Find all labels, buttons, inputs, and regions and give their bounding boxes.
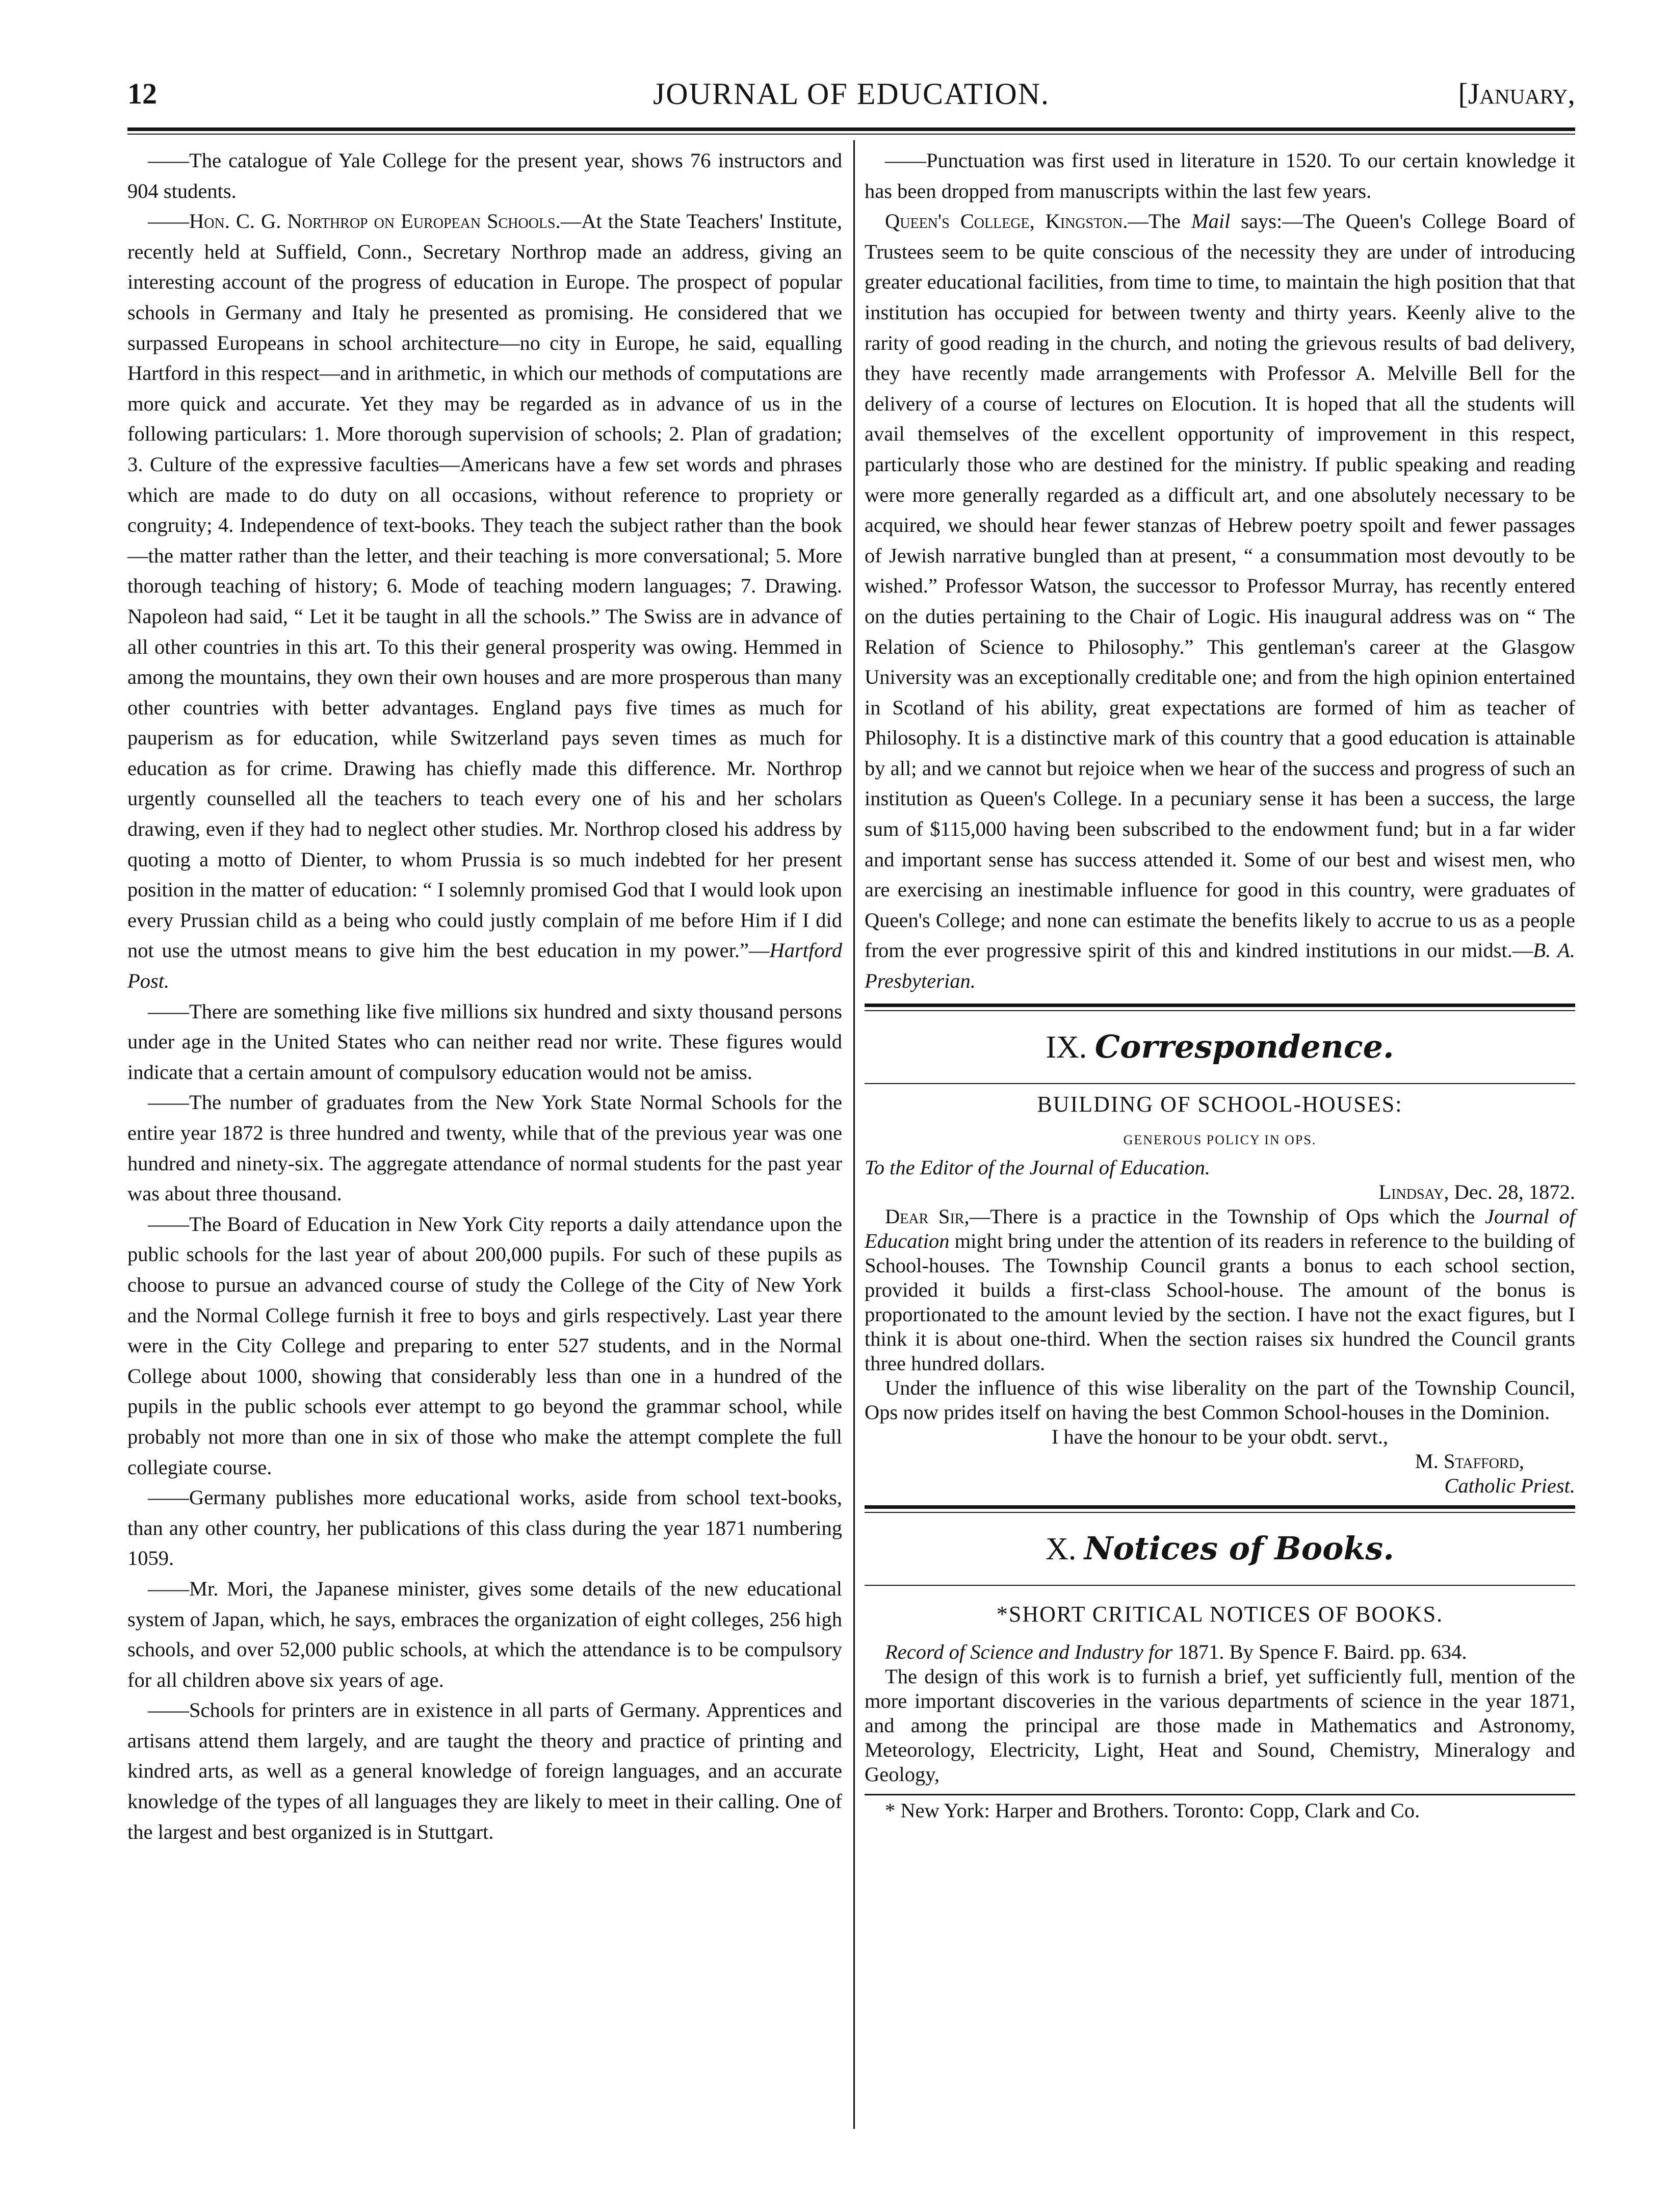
letter-closing: I have the honour to be your obdt. servt., (1051, 1425, 1389, 1448)
journal-title: JOURNAL OF EDUCATION. (652, 77, 1050, 111)
northrop-body: —At the State Teachers' Institute, recently held at Suffield, Conn., Secretary Northrop made an address, giving an interesting account of the progress of education in Europe. The prospect of popular schools in Germany and Italy he presented as promising. He considered that we surpassed Europeans in school architecture—no city in Europe, he said, equalling Hartford in this respect—and in arithmetic, in which our methods of computations are more quick and accurate. Yet they may be regarded as in advance of us in the following particulars: 1. More thorough supervision of schools; 2. Plan of gradation; 3. Culture of the expressive faculties—Americans have a few set words and phrases which are made to do duty on all occasions, without reference to propriety or congruity; 4. Independence of text-books. They teach the subject rather than the book —the matter rather than the letter, and their teaching is more conversational; 5. More thorough teaching of history; 6. Mode of teaching modern languages; 7. Drawing. Napoleon had said, “ Let it be taught in all the schools.” The Swiss are in advance of all other countries in this art. To this their general prosperity was owing. Hemmed in among the mountains, they own their own houses and are more prosperous than many other countries with better advantages. England pays five times as much for pauperism as for education, while Switzerland pays seven times as much for education as for crime. Drawing has chiefly made this difference. Mr. Northrop urgently counselled all the teachers to teach every one of his and her scholars drawing, even if they had to neglect other studies. Mr. Northrop closed his address by quoting a motto of Dienter, to whom Prussia is so much indebted for her present position in the matter of education: “ I solemnly promised God that I would look upon every Prussian child as a being who could justly complain of me before Him if I did not use the utmost means to give him the best education in my power.”— (127, 210, 842, 962)
footnote: * New York: Harper and Brothers. Toronto: Copp, Clark and Co. (885, 1798, 1420, 1822)
book-details: 1871. By Spence F. Baird. pp. 634. (1172, 1640, 1467, 1663)
letter-salutation: Dear Sir, (885, 1204, 970, 1228)
section-heading-correspondence (865, 1016, 1575, 1078)
news-item-yale: ——The catalogue of Yale College for the present year, shows 76 instructors and 904 students. (127, 149, 842, 202)
section-title: Correspondence. (1094, 1027, 1394, 1065)
section-rule (865, 1004, 1575, 1007)
page-number: 12 (127, 77, 157, 110)
header-rule (127, 127, 1575, 131)
section-rule-2-thin (865, 1512, 1575, 1513)
news-item-northrop (127, 206, 842, 996)
book-review: The design of this work is to furnish a brief, yet sufficiently full, mention of the more important discoveries in the various departments of science in the year 1871, and among the principal are those made in Mathematics and Astronomy, Meteorology, Electricity, Light, Heat and Sound, Chemistry, Mineralogy and Geology, (865, 1664, 1575, 1786)
section-rule-2 (865, 1505, 1575, 1509)
letter-signature: M. Stafford, (1415, 1449, 1524, 1473)
dateline-place: Lindsay, (1378, 1180, 1449, 1203)
right-column (865, 145, 1575, 1825)
issue-month: [January, (1458, 77, 1575, 110)
queens-mail: Mail (1191, 210, 1231, 233)
news-item-printers-schools: ——Schools for printers are in existence in all parts of Germany. Apprentices and artisans attend them largely, and are taught the theory and practice of printing and kindred arts, as well as a general knowledge of foreign languages, and an accurate knowledge of the types of all languages they are likely to meet in their calling. One of the largest and best organized is in Stuttgart. (127, 1699, 842, 1843)
letter-small-heading: GENEROUS POLICY IN OPS. (1123, 1132, 1317, 1147)
news-item-queens-college (865, 206, 1575, 996)
letter (865, 1155, 1575, 1498)
news-item-japan: ——Mr. Mori, the Japanese minister, gives some details of the new educational system of Japan, which, he says, embraces the organization of eight colleges, 256 high schools, and over 52,000 public schools, at which the attendance is to be compulsory for all children above six years of age. (127, 1577, 842, 1691)
section-rule-2-bottom (865, 1585, 1575, 1586)
news-item-punctuation: ——Punctuation was first used in literature in 1520. To our certain knowledge it has been dropped from manuscripts within the last few years. (865, 149, 1575, 202)
section-heading-notices (865, 1518, 1575, 1580)
column-divider (853, 140, 855, 2129)
book-citation (865, 1640, 1575, 1664)
header-rule-thin (127, 134, 1575, 135)
northrop-source: Hartford Post. (127, 939, 842, 993)
letter-text-a: —There is a practice in the Township of Ops which the (969, 1204, 1485, 1228)
letter-journal-name: Journal of Education (865, 1204, 1576, 1252)
news-item-germany-publications: ——Germany publishes more educational works, aside from school text-books, than any other country, her publications of this class during the year 1871 numbering 1059. (127, 1486, 842, 1570)
book-title: Record of Science and Industry for (885, 1640, 1173, 1663)
northrop-heading: ——Hon. C. G. Northrop on European Schools. (148, 210, 561, 233)
news-item-nyc-board: ——The Board of Education in New York City reports a daily attendance upon the public schools for the last year of about 200,000 pupils. For such of these pupils as choose to pursue an advanced course of study the College of the City of New York and the Normal College furnish it free to boys and girls respectively. Last year there were in the City College and preparing to enter 527 students, and in the Normal College about 1000, showing that considerably less than one in a hundred of the pupils in the public schools ever attempt to go beyond the grammar school, while probably not more than one in six of those who make the attempt complete the full collegiate course. (127, 1212, 842, 1479)
letter-dateline (865, 1180, 1575, 1204)
section-numeral-2: X. (1046, 1531, 1077, 1566)
section-numeral: IX. (1046, 1030, 1087, 1065)
section-title-2: Notices of Books. (1084, 1529, 1394, 1567)
news-item-normal-schools: ——The number of graduates from the New York State Normal Schools for the entire year 1872 is three hundred and twenty, while that of the previous year was one hundred and ninety-six. The aggregate attendance of normal students for the past year was about three thousand. (127, 1091, 842, 1205)
letter-subheading: BUILDING OF SCHOOL-HOUSES: (1037, 1091, 1403, 1117)
page-header (127, 76, 1575, 122)
letter-paragraph-1 (865, 1204, 1575, 1376)
dateline-date: Dec. 28, 1872. (1449, 1180, 1575, 1203)
letter-paragraph-2: Under the influence of this wise liberality on the part of the Township Council, Ops now prides itself on having the best Common School-houses in the Dominion. (865, 1376, 1575, 1424)
section-rule-thin (865, 1010, 1575, 1011)
book-notice (865, 1640, 1575, 1787)
queens-heading: Queen's College, Kingston. (885, 210, 1128, 233)
news-item-illiteracy: ——There are something like five millions six hundred and sixty thousand persons under age in the United States who can neither read nor write. These figures would indicate that a certain amount of compulsory education would not be amiss. (127, 999, 842, 1084)
left-column (127, 145, 842, 1847)
letter-text-b: might bring under the attention of its readers in reference to the building of School-houses. The Township Council grants a bonus to each school section, provided it builds a first-class School-house. The amount of the bonus is proportionated to the amount levied by the section. I have not the exact figures, but I think it is about one-third. When the section raises six hundred the Council grants three hundred dollars. (865, 1229, 1575, 1375)
letter-signature-title: Catholic Priest. (1444, 1474, 1575, 1497)
queens-lead: —The (1128, 210, 1191, 233)
queens-source: B. A. Presbyterian. (865, 939, 1575, 993)
notices-subheading: *SHORT CRITICAL NOTICES OF BOOKS. (996, 1601, 1444, 1627)
queens-body: says:—The Queen's College Board of Trustees seem to be quite conscious of the necessity they are under of introducing greater educational facilities, from time to time, to maintain the high position that that institution has occupied for between twenty and thirty years. Keenly alive to the rarity of good reading in the church, and noting the grievous results of bad delivery, they have recently made arrangements with Professor A. Melville Bell for the delivery of a course of lectures on Elocution. It is hoped that all the students will avail themselves of the excellent opportunity of improvement in this respect, particularly those who are destined for the ministry. If public speaking and reading were more generally regarded as a difficult art, and one absolutely necessary to be acquired, we should hear fewer stanzas of Hebrew poetry spoilt and fewer passages of Jewish narrative bungled than at present, “ a consummation most devoutly to be wished.” Professor Watson, the successor to Professor Murray, has recently entered on the duties pertaining to the Chair of Logic. His inaugural address was on “ The Relation of Science to Philosophy.” This gentleman's career at the Glasgow University was an exceptionally creditable one; and from the high opinion entertained in Scotland of his ability, great expectations are formed of him as teacher of Philosophy. It is a distinctive mark of this country that a good education is attainable by all; and we cannot but rejoice when we hear of the success and progress of such an institution as Queen's College. In a pecuniary sense it has been a success, the large sum of $115,000 having been subscribed to the endowment fund; but in a far wider and important sense has success attended it. Some of our best and wisest men, who are exercising an inestimable influence for good in this country, were graduates of Queen's College; and none can estimate the benefits likely to accrue to us as a people from the ever progressive spirit of this and kindred institutions in our midst.— (865, 210, 1576, 962)
letter-addressee: To the Editor of the Journal of Education. (865, 1155, 1210, 1179)
